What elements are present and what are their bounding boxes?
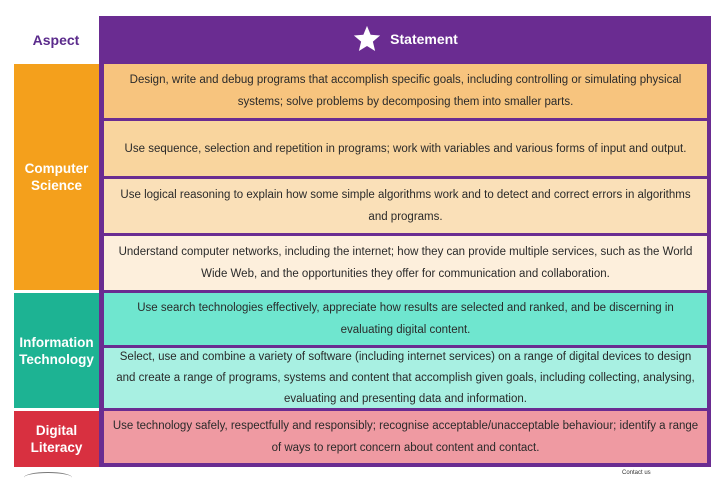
statement-row: Design, write and debug programs that accomplish specific goals, including controlling or simulating physical systems; solve problems by decomposing them into smaller parts.: [104, 64, 707, 118]
aspect-header: Aspect: [32, 32, 80, 48]
statement-row: Use sequence, selection and repetition in programs; work with variables and various forms of input and output.: [104, 121, 707, 176]
statement-row: Select, use and combine a variety of software (including internet services) on a range of digital devices to design and create a range of programs, systems and content that accomplish given goals, including collecting, analysing, evaluating and presenting data and information.: [104, 348, 707, 408]
footer-contact-link[interactable]: Contact us: [622, 470, 651, 476]
statement-header-label: Statement: [390, 31, 458, 47]
aspect-computer-science: Computer Science: [14, 64, 99, 290]
statement-row: Use logical reasoning to explain how some simple algorithms work and to detect and correct errors in algorithms and programs.: [104, 179, 707, 233]
aspect-digital-literacy: Digital Literacy: [14, 411, 99, 467]
footer-logo-arc: [24, 472, 72, 483]
star-icon: [352, 24, 382, 54]
statement-row: Understand computer networks, including the internet; how they can provide multiple services, such as the World Wide Web, and the opportunities they offer for communication and collaboration.: [104, 236, 707, 290]
statement-header: [99, 16, 711, 62]
statement-row: Use technology safely, respectfully and responsibly; recognise acceptable/unacceptable behaviour; identify a range of ways to report concern about content and contact.: [104, 411, 707, 463]
statement-row: Use search technologies effectively, appreciate how results are selected and ranked, and be discerning in evaluating digital content.: [104, 293, 707, 345]
aspect-information-technology: Information Technology: [14, 293, 99, 408]
